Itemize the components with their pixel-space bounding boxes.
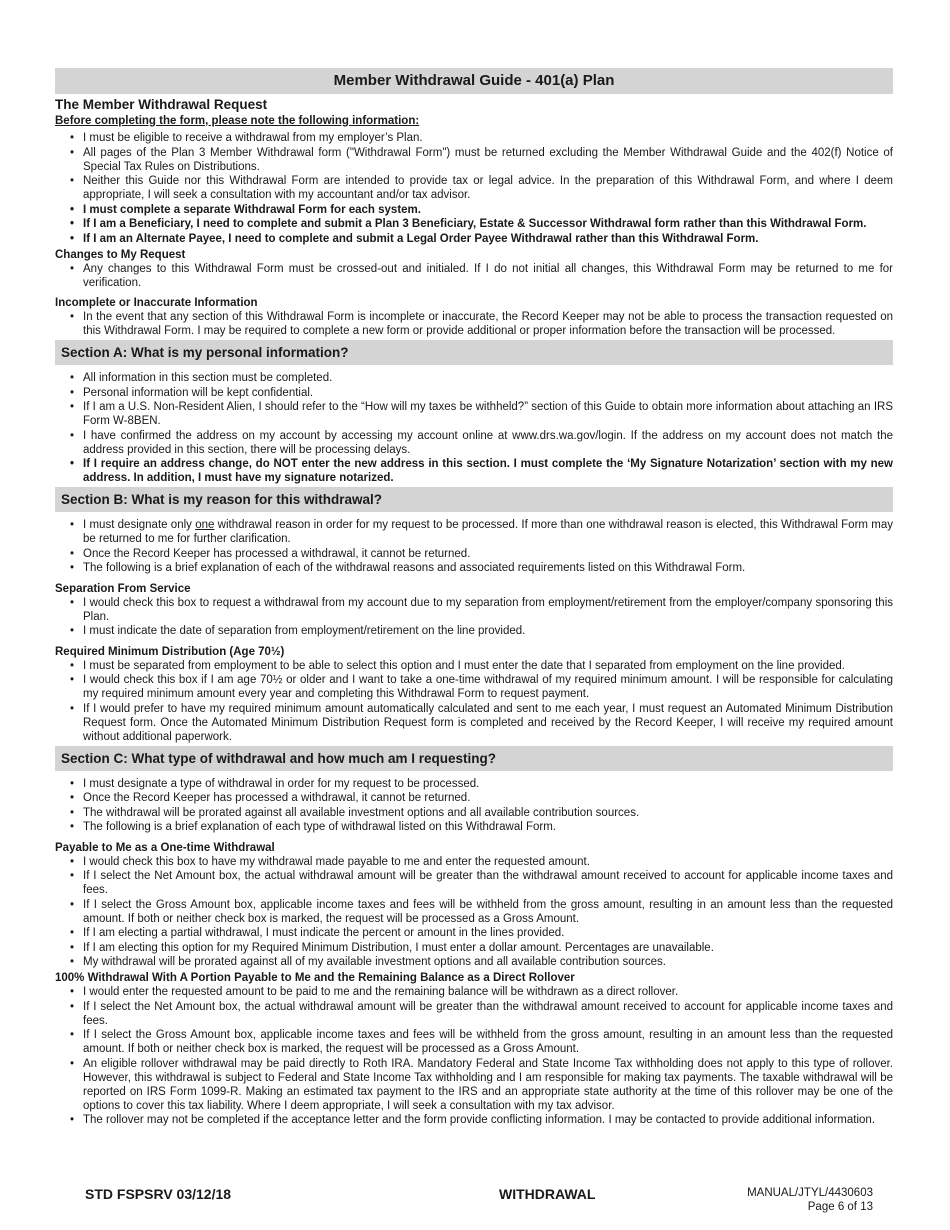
list-item: • If I require an address change, do NOT enter the new address in this section. I must complete the ‘My Signature Notarization’ section with my new address. In addition, I must have my signature notarized. — [55, 457, 893, 485]
list-item: • If I select the Net Amount box, the actual withdrawal amount will be greater than the withdrawal amount received to account for applicable income taxes and fees. — [55, 1000, 893, 1028]
list-item: • If I am a Beneficiary, I need to complete and submit a Plan 3 Beneficiary, Estate & Successor Withdrawal form rather than this Withdrawal Form. — [55, 217, 893, 231]
list-item: • I have confirmed the address on my account by accessing my account online at www.drs.wa.gov/login. If the address on my account does not match the address provided in this section, there will be processing delays. — [55, 429, 893, 457]
section-a-title: Section A: What is my personal information? — [55, 340, 893, 365]
rollover-heading: 100% Withdrawal With A Portion Payable to Me and the Remaining Balance as a Direct Rollover — [55, 972, 575, 984]
separation-heading: Separation From Service — [55, 582, 191, 595]
list-item: • The withdrawal will be prorated against all available investment options and all available contribution sources. — [55, 806, 893, 820]
list-item: • If I am electing this option for my Required Minimum Distribution, I must enter a dollar amount. Percentages are unavailable. — [55, 941, 893, 955]
list-item: • I must be separated from employment to be able to select this option and I must enter the date that I separated from employment on the line provided. — [55, 659, 893, 673]
list-item: • An eligible rollover withdrawal may be paid directly to Roth IRA. Mandatory Federal and State Income Tax withholding does not apply to this type of rollover. However, this withdrawal is subject to Federal and State Income Tax withholding and I am responsible for making tax payments. The taxable withdrawal will be reported on IRS Form 1099-R. Making an estimated tax payment to the IRS and an appropriate state authority at the time of this rollover may be one of the options to cover this tax liability. Where I deem appropriate, I will seek a consultation with my tax advisor. — [55, 1057, 893, 1113]
section-a-list — [55, 371, 893, 485]
list-item: • In the event that any section of this Withdrawal Form is incomplete or inaccurate, the Record Keeper may not be able to process the transaction requested on this Withdrawal Form. I may be required to complete a new form or provide additional or proper information before the transaction will be processed. — [55, 310, 893, 338]
document-page — [55, 68, 893, 1128]
list-item: • I must indicate the date of separation from employment/retirement on the line provided. — [55, 624, 893, 638]
rmd-list — [55, 659, 893, 744]
footer-form-type: WITHDRAWAL — [499, 1186, 596, 1202]
section-b-title: Section B: What is my reason for this withdrawal? — [55, 487, 893, 512]
member-withdrawal-request-heading: The Member Withdrawal Request — [55, 97, 268, 112]
list-item: • Neither this Guide nor this Withdrawal Form are intended to provide tax or legal advice. In the preparation of this Withdrawal Form, and where I deem appropriate, I will seek a consultation with my accountant and/or tax advisor. — [55, 174, 893, 202]
incomplete-list — [55, 310, 893, 338]
list-item: • If I select the Gross Amount box, applicable income taxes and fees will be withheld from the gross amount, resulting in an amount less than the requested amount. If both or neither check box is marked, the request will be processed as a Gross Amount. — [55, 898, 893, 926]
list-item: • All information in this section must be completed. — [55, 371, 893, 385]
list-item: • If I am a U.S. Non-Resident Alien, I should refer to the “How will my taxes be withheld?” section of this Guide to obtain more information about attaching an IRS Form W-8BEN. — [55, 400, 893, 428]
changes-heading: Changes to My Request — [55, 248, 186, 261]
list-item: • I must designate a type of withdrawal in order for my request to be processed. — [55, 777, 893, 791]
section-c-title: Section C: What type of withdrawal and how much am I requesting? — [55, 746, 893, 771]
list-item: • I would check this box to request a withdrawal from my account due to my separation from employment/retirement from the employer/company sponsoring this Plan. — [55, 596, 893, 624]
intro-list — [55, 131, 893, 246]
footer-page-number: Page 6 of 13 — [807, 1201, 873, 1213]
footer-document-id: MANUAL/JTYL/4430603 — [747, 1187, 873, 1199]
list-item: • I must be eligible to receive a withdrawal from my employer’s Plan. — [55, 131, 893, 145]
list-item: • The rollover may not be completed if the acceptance letter and the form provide conflicting information. I may be contacted to provide additional information. — [55, 1113, 893, 1127]
rmd-heading: Required Minimum Distribution (Age 70½) — [55, 645, 285, 658]
list-item: • I would check this box to have my withdrawal made payable to me and enter the requested amount. — [55, 855, 893, 869]
payable-list — [55, 855, 893, 970]
list-item: • I must complete a separate Withdrawal Form for each system. — [55, 203, 893, 217]
first-pre: I must designate only — [83, 519, 196, 531]
first-post: withdrawal reason in order for my request to be processed. If more than one withdrawal reason is elected, this Withdrawal Form may be returned to me for further clarification. — [83, 519, 893, 545]
first-underlined: one — [195, 519, 215, 531]
footer-form-code: STD FSPSRV 03/12/18 — [85, 1186, 232, 1202]
incomplete-heading: Incomplete or Inaccurate Information — [55, 297, 258, 309]
list-item: • Personal information will be kept confidential. — [55, 386, 893, 400]
list-item: • All pages of the Plan 3 Member Withdrawal form ("Withdrawal Form") must be returned excluding the Member Withdrawal Guide and the 402(f) Notice of Special Tax Rules on Distributions. — [55, 146, 893, 174]
rollover-list — [55, 985, 893, 1127]
list-item: • The following is a brief explanation of each type of withdrawal listed on this Withdrawal Form. — [55, 820, 893, 834]
changes-list — [55, 262, 893, 290]
list-item: • Once the Record Keeper has processed a withdrawal, it cannot be returned. — [55, 547, 893, 561]
section-b-list — [55, 518, 893, 575]
list-item: • If I am electing a partial withdrawal, I must indicate the percent or amount in the lines provided. — [55, 926, 893, 940]
list-item: • My withdrawal will be prorated against all of my available investment options and all available contribution sources. — [55, 955, 893, 969]
document-title: Member Withdrawal Guide - 401(a) Plan — [55, 68, 893, 94]
section-c-list — [55, 777, 893, 835]
list-item: • If I select the Net Amount box, the actual withdrawal amount will be greater than the withdrawal amount received to account for applicable income taxes and fees. — [55, 869, 893, 897]
list-item: • If I am an Alternate Payee, I need to complete and submit a Legal Order Payee Withdrawal rather than this Withdrawal Form. — [55, 232, 893, 246]
list-item: • If I would prefer to have my required minimum amount automatically calculated and sent to me each year, I must request an Automated Minimum Distribution Request form. Once the Automated Minimum Distribution Request form is completed and received by the Record Keeper, I will receive my required amount without additional paperwork. — [55, 702, 893, 744]
list-item: • I would enter the requested amount to be paid to me and the remaining balance will be withdrawn as a direct rollover. — [55, 985, 893, 999]
list-item — [55, 518, 893, 546]
list-item: • The following is a brief explanation of each of the withdrawal reasons and associated requirements listed on this Withdrawal Form. — [55, 561, 893, 575]
list-item: • If I select the Gross Amount box, applicable income taxes and fees will be withheld from the gross amount, resulting in an amount less than the requested amount. If both or neither check box is marked, the request will be processed as a Gross Amount. — [55, 1028, 893, 1056]
footer-right — [747, 1186, 873, 1214]
page-footer — [85, 1186, 873, 1218]
intro-note: Before completing the form, please note the following information: — [55, 115, 420, 127]
list-item: • I would check this box if I am age 70½ or older and I want to take a one-time withdrawal of my required minimum amount. I will be responsible for calculating my required minimum amount every year and completing this Withdrawal Form to request payment. — [55, 673, 893, 701]
payable-heading: Payable to Me as a One-time Withdrawal — [55, 841, 275, 854]
list-item: • Once the Record Keeper has processed a withdrawal, it cannot be returned. — [55, 791, 893, 805]
separation-list — [55, 596, 893, 639]
list-item: • Any changes to this Withdrawal Form must be crossed-out and initialed. If I do not initial all changes, this Withdrawal Form may be returned to me for verification. — [55, 262, 893, 290]
